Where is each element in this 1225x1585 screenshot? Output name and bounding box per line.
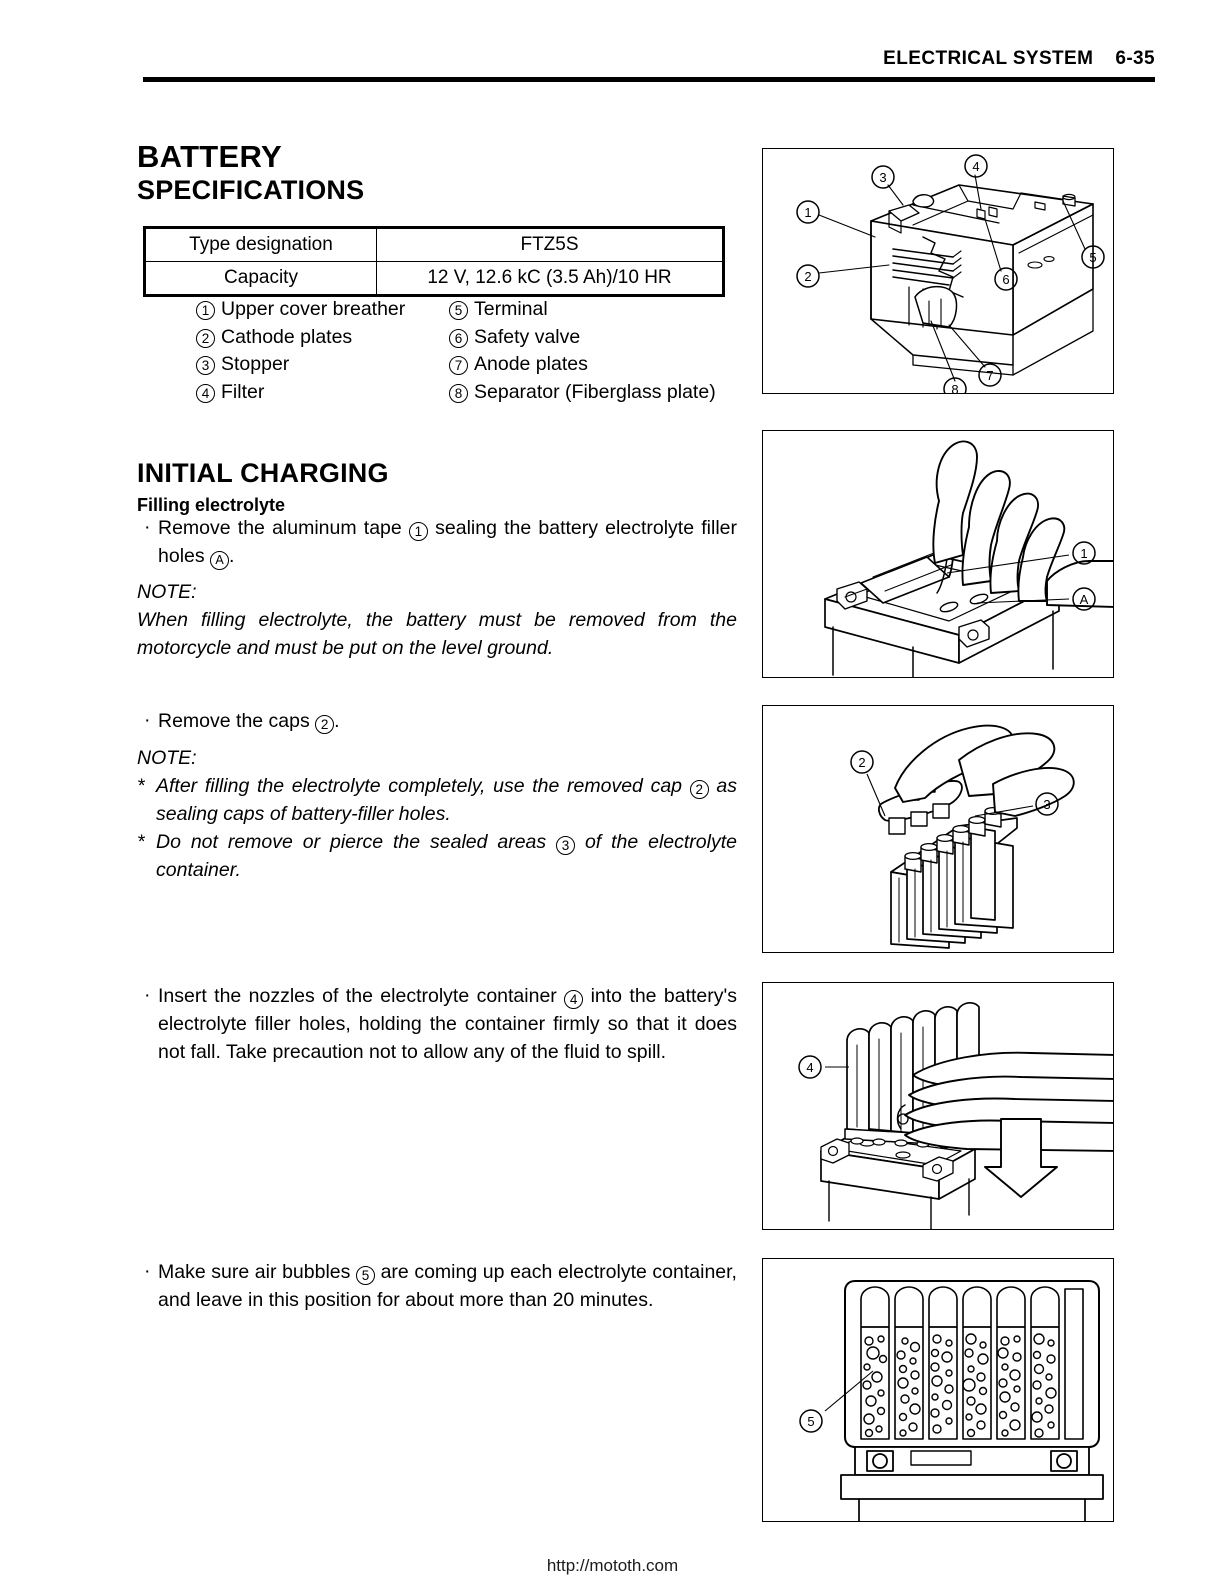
header-page-number: 6-35 <box>1115 48 1155 69</box>
bullet-item <box>137 707 737 735</box>
step-text: into the battery's electrolyte filler holes, holding the container firmly so that it does not fall. Take precaution not to allow any of the fluid to spill. <box>158 985 737 1063</box>
note-text: When filling electrolyte, the battery must be removed from the motorcycle and must be put on the level ground. <box>137 609 737 659</box>
battery-specifications-table <box>143 226 725 297</box>
page-header <box>143 48 1155 88</box>
figure-remove-tape <box>762 430 1114 678</box>
figure-insert-container <box>762 982 1114 1230</box>
spec-value-type-designation: FTZ5S <box>377 228 724 262</box>
step-text: are coming up each electrolyte container, and leave in this position for about more than 20 minutes. <box>158 1261 737 1311</box>
legend-label: Stopper <box>221 353 290 375</box>
note-text: as sealing caps of battery-filler holes. <box>156 775 738 825</box>
callout-number-icon: 5 <box>356 1266 375 1285</box>
step-text: Remove the aluminum tape <box>158 517 402 539</box>
initial-charging-headings <box>137 456 737 519</box>
step-remove-tape <box>137 514 737 570</box>
bullet-item <box>137 1258 737 1314</box>
step-text: sealing the battery electrolyte filler holes <box>158 517 737 567</box>
bullet-dot-icon: · <box>144 709 151 731</box>
legend-row <box>196 324 741 352</box>
note-text: After filling the electrolyte completely, use the removed cap <box>156 775 683 797</box>
table-row <box>145 262 724 296</box>
note-caps-warnings <box>137 744 737 884</box>
legend-item-4 <box>196 379 449 407</box>
legend-row <box>196 296 741 324</box>
legend-label: Filter <box>221 380 265 403</box>
callout-number-icon: 8 <box>449 384 468 403</box>
asterisk-icon: * <box>137 775 145 797</box>
note-filling-electrolyte <box>137 578 737 662</box>
legend-item-2 <box>196 324 449 352</box>
svg-text:2: 2 <box>804 269 812 284</box>
legend-item-7 <box>449 351 588 379</box>
step-text: . <box>229 545 235 567</box>
page-title-battery: BATTERY <box>137 139 283 174</box>
svg-text:3: 3 <box>879 170 887 185</box>
svg-text:7: 7 <box>986 368 994 383</box>
callout-number-icon: 2 <box>196 329 215 348</box>
legend-label: Terminal <box>474 298 548 320</box>
legend-row <box>196 379 741 407</box>
step-text: Remove the caps <box>158 710 310 732</box>
bullet-dot-icon: · <box>144 1260 151 1282</box>
remove-caps-illustration <box>763 706 1114 953</box>
legend-label: Separator (Fiberglass plate) <box>474 380 716 403</box>
remove-aluminum-tape-illustration <box>763 431 1114 678</box>
legend-row <box>196 351 741 379</box>
callout-number-icon: 2 <box>690 780 709 799</box>
step-text: Insert the nozzles of the electrolyte container <box>158 985 557 1007</box>
subtitle-specifications: SPECIFICATIONS <box>137 175 365 206</box>
svg-text:A: A <box>1079 592 1089 607</box>
bullet-dot-icon: · <box>144 984 151 1006</box>
section-headings <box>137 140 737 206</box>
battery-cutaway-diagram <box>763 149 1114 394</box>
step-remove-caps <box>137 707 737 735</box>
svg-text:4: 4 <box>972 159 980 174</box>
insert-electrolyte-container-illustration <box>763 983 1114 1230</box>
legend-label: Safety valve <box>474 325 581 348</box>
legend-item-3 <box>196 351 449 379</box>
footer-watermark: http://mototh.com <box>546 1556 679 1575</box>
header-section-title: ELECTRICAL SYSTEM <box>883 48 1094 69</box>
svg-text:8: 8 <box>951 382 959 394</box>
parts-legend <box>196 296 741 406</box>
svg-text:1: 1 <box>1080 546 1088 561</box>
callout-number-icon: 2 <box>315 715 334 734</box>
legend-label: Cathode plates <box>221 325 353 348</box>
svg-text:4: 4 <box>806 1060 814 1075</box>
spec-label-capacity: Capacity <box>145 262 377 296</box>
figure-battery-cutaway <box>762 148 1114 394</box>
note-label: NOTE: <box>137 581 197 603</box>
svg-text:5: 5 <box>1089 250 1097 265</box>
callout-number-icon: 4 <box>196 384 215 403</box>
step-insert-container <box>137 982 737 1066</box>
callout-number-icon: 7 <box>449 356 468 375</box>
svg-text:3: 3 <box>1043 797 1051 812</box>
subtitle-filling-electrolyte: Filling electrolyte <box>137 495 286 516</box>
legend-item-5 <box>449 296 548 324</box>
bullet-item <box>137 514 737 570</box>
callout-letter-icon: A <box>210 551 229 570</box>
callout-number-icon: 6 <box>449 329 468 348</box>
note-bullet-item <box>137 772 737 828</box>
svg-text:2: 2 <box>858 755 866 770</box>
air-bubbles-illustration <box>763 1259 1114 1522</box>
step-air-bubbles <box>137 1258 737 1314</box>
asterisk-icon: * <box>137 831 145 853</box>
figure-air-bubbles <box>762 1258 1114 1522</box>
callout-number-icon: 3 <box>196 356 215 375</box>
note-text: Do not remove or pierce the sealed areas <box>156 831 547 853</box>
svg-text:1: 1 <box>804 205 812 220</box>
callout-number-icon: 4 <box>564 990 583 1009</box>
table-row <box>145 228 724 262</box>
step-text: . <box>334 710 340 732</box>
svg-text:6: 6 <box>1002 272 1010 287</box>
callout-number-icon: 5 <box>449 301 468 320</box>
legend-item-8 <box>449 379 716 407</box>
subtitle-initial-charging: INITIAL CHARGING <box>137 458 389 488</box>
spec-label-type-designation: Type designation <box>145 228 377 262</box>
callout-number-icon: 1 <box>409 522 428 541</box>
header-rule <box>143 77 1155 82</box>
bullet-item <box>137 982 737 1066</box>
spec-value-capacity: 12 V, 12.6 kC (3.5 Ah)/10 HR <box>377 262 724 296</box>
legend-item-6 <box>449 324 580 352</box>
legend-item-1 <box>196 296 449 324</box>
note-bullet-item <box>137 828 737 884</box>
callout-number-icon: 3 <box>556 836 575 855</box>
bullet-dot-icon: · <box>144 516 151 538</box>
callout-number-icon: 1 <box>196 301 215 320</box>
figure-remove-caps <box>762 705 1114 953</box>
note-label: NOTE: <box>137 747 197 769</box>
note-text: of the electrolyte container. <box>156 831 737 881</box>
step-text: Make sure air bubbles <box>158 1261 351 1283</box>
legend-label: Anode plates <box>474 353 588 375</box>
header-title-group <box>883 48 1155 70</box>
svg-text:5: 5 <box>807 1414 815 1429</box>
legend-label: Upper cover breather <box>221 298 406 320</box>
